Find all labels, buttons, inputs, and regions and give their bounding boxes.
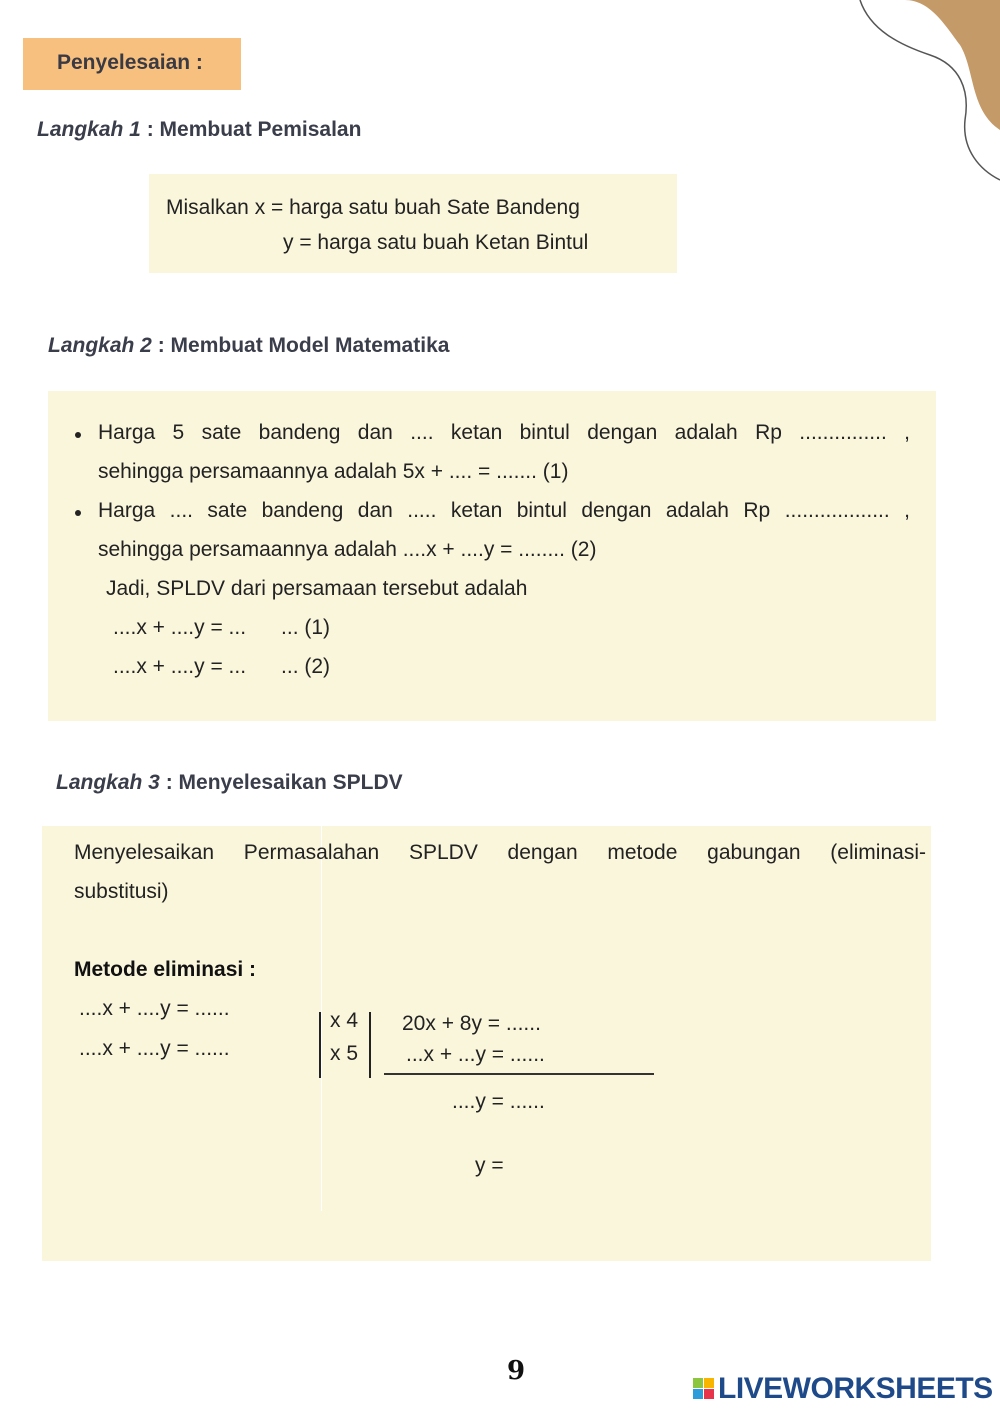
step1-title: : Membuat Pemisalan [140, 118, 362, 141]
spldv-eq2: ....x + ....y = ... ... (2) [113, 655, 331, 678]
brand-name: LIVEWORKSHEETS [718, 1372, 993, 1405]
multiplied-eq2: ...x + ...y = ...... [406, 1043, 545, 1066]
liveworksheets-logo-icon [693, 1378, 715, 1400]
y-value: y = [475, 1154, 504, 1177]
divider [321, 826, 322, 1211]
page-number: 9 [507, 1356, 526, 1386]
step2-box [48, 391, 936, 721]
step3-box [42, 826, 931, 1261]
step2-title: : Membuat Model Matematika [151, 334, 450, 357]
bullet1-line1: Harga 5 sate bandeng dan .... ketan bintul dengan adalah Rp ............... , [98, 421, 910, 444]
step1-line1: Misalkan x = harga satu buah Sate Bandeng [166, 196, 580, 219]
multiplier-1: x 4 [330, 1009, 359, 1032]
step1-box [149, 174, 677, 273]
method-heading: Metode eliminasi : [74, 958, 257, 981]
elim-eq2: ....x + ....y = ...... [79, 1037, 230, 1060]
result-eq: ....y = ...... [452, 1090, 545, 1113]
multiplier-2: x 5 [330, 1042, 359, 1065]
step3-label: Langkah 3 [56, 771, 160, 794]
step3-title: : Menyelesaikan SPLDV [159, 771, 403, 794]
bullet-icon [75, 510, 81, 516]
spldv-eq1: ....x + ....y = ... ... (1) [113, 616, 331, 639]
bullet1-line2: sehingga persamaannya adalah 5x + .... = ....... (1) [98, 460, 569, 483]
multiplied-eq1: 20x + 8y = ...... [402, 1012, 541, 1035]
step1-line2: y = harga satu buah Ketan Bintul [283, 231, 589, 254]
elim-eq1: ....x + ....y = ...... [79, 997, 230, 1020]
corner-decoration [850, 0, 1000, 190]
step2-heading [48, 334, 449, 358]
step1-heading [37, 118, 361, 142]
intro-line1: Menyelesaikan Permasalahan SPLDV dengan metode gabungan (eliminasi- [74, 841, 926, 864]
step3-heading [56, 771, 403, 795]
bracket-right [369, 1012, 371, 1078]
bullet-icon [75, 432, 81, 438]
solution-title: Penyelesaian : [57, 51, 203, 74]
conclusion-text: Jadi, SPLDV dari persamaan tersebut adalah [106, 577, 528, 600]
bracket-left [319, 1012, 321, 1078]
bullet2-line1: Harga .... sate bandeng dan ..... ketan bintul dengan adalah Rp .................. , [98, 499, 910, 522]
step2-label: Langkah 2 [48, 334, 152, 357]
bullet2-line2: sehingga persamaannya adalah ....x + ....y = ........ (2) [98, 538, 597, 561]
intro-line2: substitusi) [74, 880, 169, 903]
subtraction-line [384, 1073, 654, 1075]
step1-label: Langkah 1 [37, 118, 141, 141]
solution-header [23, 38, 241, 90]
